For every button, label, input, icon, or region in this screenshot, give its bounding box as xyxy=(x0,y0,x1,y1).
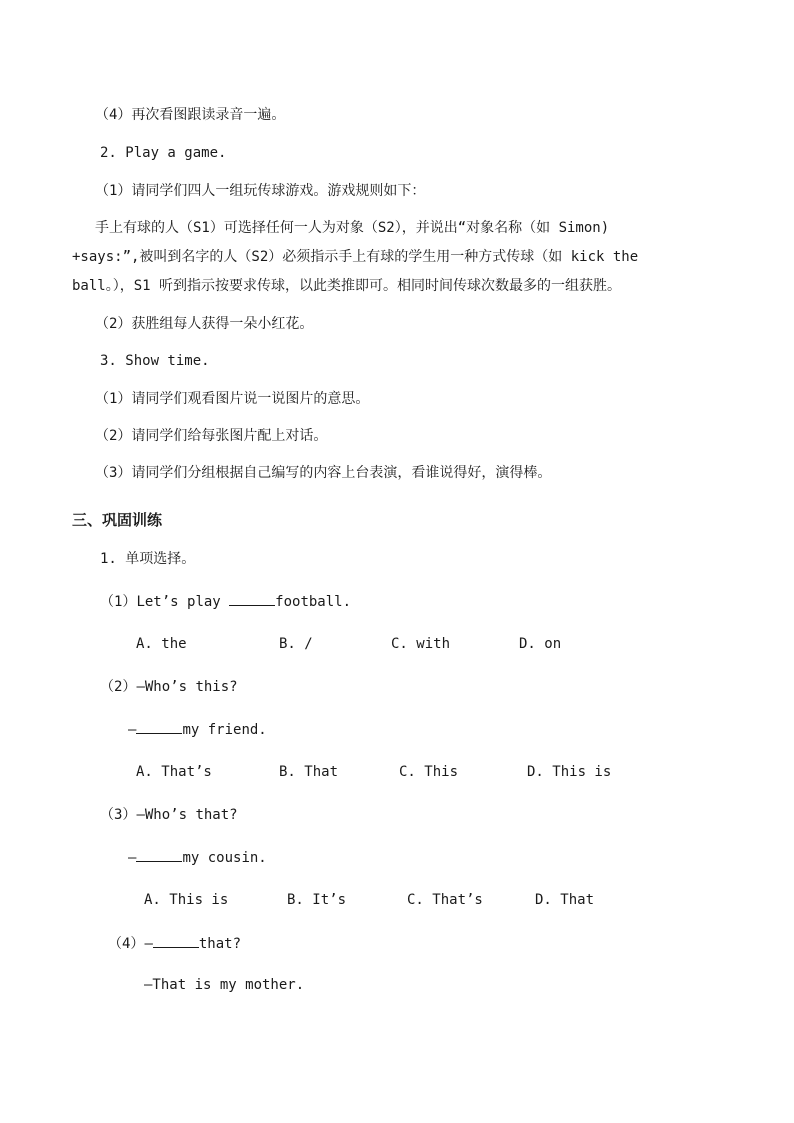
option-d: D. That xyxy=(535,892,595,908)
option-b: B. It’s xyxy=(287,892,347,908)
game-instruction-2: （2）获胜组每人获得一朵小红花。 xyxy=(95,316,314,332)
answer-blank[interactable] xyxy=(153,934,199,948)
question-4 xyxy=(108,934,241,953)
answer-blank[interactable] xyxy=(136,848,182,862)
question-number: （2） xyxy=(100,679,137,695)
question-3-answer-line xyxy=(128,848,267,867)
question-text: football. xyxy=(275,594,352,610)
question-2-answer-line xyxy=(128,720,267,739)
step-4-review: （4）再次看图跟读录音一遍。 xyxy=(95,107,286,123)
question-text: —Who’s that? xyxy=(136,807,238,823)
question-1 xyxy=(100,592,351,611)
section-heading-consolidation: 三、巩固训练 xyxy=(72,511,163,529)
multiple-choice-title: 1. 单项选择。 xyxy=(100,551,196,567)
dash: — xyxy=(128,722,137,738)
game-instruction-1: （1）请同学们四人一组玩传球游戏。游戏规则如下： xyxy=(95,183,426,199)
show-instruction-1: （1）请同学们观看图片说一说图片的意思。 xyxy=(95,391,370,407)
option-b: B. That xyxy=(279,764,339,780)
question-number: （3） xyxy=(100,807,137,823)
option-c: C. That’s xyxy=(407,892,483,908)
question-text: that? xyxy=(198,936,242,952)
option-a: A. That’s xyxy=(136,764,212,780)
option-b: B. / xyxy=(279,636,313,652)
question-number: （4） xyxy=(108,936,145,952)
game-rule-line-1: 手上有球的人（S1）可选择任何一人为对象（S2），并说出“对象名称（如 Simon) xyxy=(95,220,610,236)
option-a: A. the xyxy=(136,636,187,652)
show-instruction-3: （3）请同学们分组根据自己编写的内容上台表演，看谁说得好，演得棒。 xyxy=(95,465,552,481)
question-text: Let’s play xyxy=(136,594,230,610)
question-3 xyxy=(100,806,238,824)
option-d: D. on xyxy=(519,636,562,652)
question-text: my friend. xyxy=(182,722,267,738)
game-rule-line-3: ball。），S1 听到指示按要求传球，以此类推即可。相同时间传球次数最多的一组获胜。 xyxy=(72,278,621,294)
section-2-title: 2. Play a game. xyxy=(100,145,227,161)
dash: — xyxy=(128,850,137,866)
answer-blank[interactable] xyxy=(136,720,182,734)
question-text: —Who’s this? xyxy=(136,679,238,695)
question-number: （1） xyxy=(100,594,137,610)
game-rule-line-2: +says:”,被叫到名字的人（S2）必须指示手上有球的学生用一种方式传球（如 kick the xyxy=(72,249,639,265)
option-a: A. This is xyxy=(144,892,229,908)
dash: — xyxy=(144,936,153,952)
question-4-answer-line: —That is my mother. xyxy=(144,977,305,993)
option-c: C. This xyxy=(399,764,459,780)
option-c: C. with xyxy=(391,636,451,652)
answer-blank[interactable] xyxy=(229,592,275,606)
section-3-title: 3. Show time. xyxy=(100,353,210,369)
question-text: my cousin. xyxy=(182,850,267,866)
option-d: D. This is xyxy=(527,764,612,780)
question-2 xyxy=(100,678,238,696)
show-instruction-2: （2）请同学们给每张图片配上对话。 xyxy=(95,428,328,444)
